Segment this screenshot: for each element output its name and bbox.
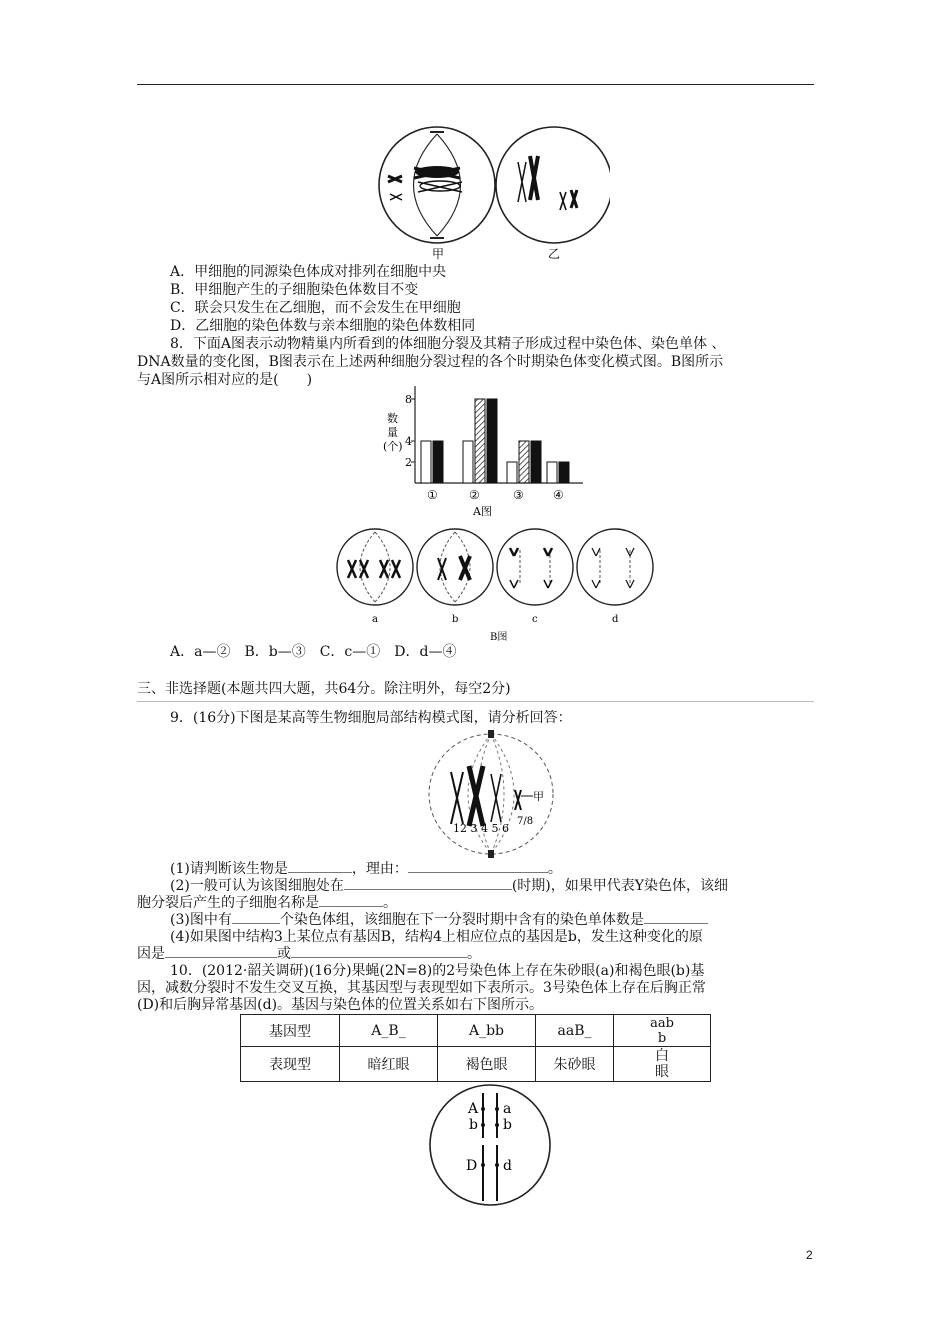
table-cell: aaB_: [536, 1015, 614, 1047]
q9-part4-cont: [137, 946, 481, 963]
figure-cells-jia-yi: [370, 120, 610, 270]
figb-label-b: b: [452, 614, 459, 625]
bar: [421, 441, 431, 483]
y-tick-label: 4: [405, 435, 412, 448]
q7-option-c: C．联会只发生在乙细胞，而不会发生在甲细胞: [170, 300, 461, 316]
q9-fig-78: 7/8: [517, 816, 534, 827]
x-tick-label: ②: [469, 488, 480, 502]
table-cell: 基因型: [241, 1015, 340, 1047]
q9-p4d: 。: [467, 946, 481, 962]
q9-p1c: 。: [547, 861, 562, 877]
gene-d: d: [503, 1158, 512, 1174]
header-rule: [137, 84, 814, 85]
table-cell: 朱砂眼: [536, 1047, 614, 1082]
q7-option-b: B．甲细胞产生的子细胞染色体数目不变: [170, 282, 419, 298]
q9-part4: (4)如果图中结构3上某位点有基因B，结构4上相应位点的基因是b，发生这种变化的原: [170, 929, 703, 945]
label-yi: 乙: [548, 247, 561, 261]
q9-cell-figure: [425, 728, 565, 860]
bar: [531, 441, 541, 483]
chart-title: A图: [473, 505, 492, 518]
table-cell: 褐色眼: [438, 1047, 536, 1082]
q8-options: A．a—② B．b—③ C．c—① D．d—④: [170, 644, 457, 660]
bar-chart-a: [355, 380, 595, 520]
gene-D: D: [466, 1158, 478, 1174]
q9-p2c: 胞分裂后产生的子细胞名称是: [137, 895, 319, 911]
bar: [475, 399, 485, 483]
blank-chromatid-count[interactable]: [644, 923, 708, 924]
table-row-genotype: [241, 1015, 711, 1047]
page-number: 2: [806, 1248, 813, 1262]
figb-label-d: d: [612, 614, 619, 625]
ylabel-2: 量: [387, 426, 398, 439]
q9-p1a: (1)请判断该生物是: [170, 861, 288, 877]
q9-p4c: 或: [277, 946, 291, 962]
blank-cause-1[interactable]: [165, 957, 277, 958]
x-tick-label: ①: [427, 488, 438, 502]
cell-a: [337, 529, 413, 605]
q9-p3a: (3)图中有: [170, 912, 232, 928]
cell-d: [577, 529, 653, 605]
bar: [507, 462, 517, 483]
blank-reason[interactable]: [408, 872, 548, 873]
q9-p3b: 个染色体组，该细胞在下一分裂时期中含有的染色单体数是: [279, 912, 644, 928]
table-cell: A_B_: [340, 1015, 438, 1047]
q10-line1: 10．(2012·韶关调研)(16分)果蝇(2N=8)的2号染色体上存在朱砂眼(a)和褐色眼(b)基: [170, 963, 705, 979]
ylabel-1: 数: [387, 412, 398, 425]
cell-c: [497, 529, 573, 605]
figb-label-a: a: [372, 614, 378, 625]
q10-line2: 因，减数分裂时不发生交叉互换，其基因型与表现型如下表所示。3号染色体上存在后胸正常: [137, 980, 706, 996]
bar: [487, 399, 497, 483]
gene-a: a: [503, 1101, 512, 1117]
gene-b-right: b: [503, 1117, 512, 1133]
q9-p2a: (2)一般可认为该图细胞处在: [170, 878, 344, 894]
q7-option-d: D．乙细胞的染色体数与亲本细胞的染色体数相同: [170, 318, 476, 334]
q9-part2-cont: [137, 895, 397, 912]
table-cell: 表现型: [241, 1047, 340, 1082]
section-rule: [137, 701, 814, 702]
q9-part3: [170, 912, 708, 929]
label-jia: 甲: [432, 247, 445, 261]
figb-caption: B图: [490, 632, 508, 643]
gene-chromosome-figure: [428, 1083, 562, 1211]
section-3-heading: 三、非选择题(本题共四大题，共64分。除注明外，每空2分): [137, 681, 511, 697]
table-cell: aab b: [614, 1015, 711, 1047]
ylabel-3: (个): [383, 440, 403, 453]
bar: [433, 441, 443, 483]
table-cell: A_bb: [438, 1015, 536, 1047]
q9-p2b: (时期)，如果甲代表Y染色体，该细: [511, 878, 729, 894]
q9-p4b: 因是: [137, 946, 165, 962]
q8-line3: 与A图所示相对应的是( ): [137, 372, 313, 388]
figb-label-c: c: [532, 614, 538, 625]
q10-line3: (D)和后胸异常基因(d)。基因与染色体的位置关系如右下图所示。: [137, 997, 544, 1013]
q9-part2: [170, 878, 728, 895]
x-tick-label: ④: [553, 488, 564, 502]
blank-cause-2[interactable]: [291, 957, 467, 958]
gene-b-left: b: [469, 1117, 478, 1133]
q8-line2: DNA数量的变化图，B图表示在上述两种细胞分裂过程的各个时期染色体变化模式图。B图所示: [137, 354, 724, 370]
q9-stem: 9．(16分)下图是某高等生物细胞局部结构模式图，请分析回答：: [170, 710, 572, 726]
y-tick-label: 2: [405, 456, 412, 469]
q7-option-a: A．甲细胞的同源染色体成对排列在细胞中央: [170, 264, 447, 280]
q9-part1: [170, 861, 562, 878]
table-cell: 白 眼: [614, 1047, 711, 1082]
y-tick-label: 8: [405, 393, 412, 406]
blank-chromosome-sets[interactable]: [232, 923, 280, 924]
blank-phase[interactable]: [344, 889, 512, 890]
blank-daughter-cell[interactable]: [319, 906, 383, 907]
bar: [463, 441, 473, 483]
blank-organism[interactable]: [288, 872, 352, 873]
bar: [559, 462, 569, 483]
q9-fig-jia: 甲: [533, 790, 544, 803]
gene-A: A: [468, 1101, 479, 1117]
q8-line1: 8．下面A图表示动物精巢内所看到的体细胞分裂及其精子形成过程中染色体、染色单体 、: [170, 336, 726, 352]
table-row-phenotype: [241, 1047, 711, 1082]
q9-p1b: ，理由：: [351, 861, 408, 877]
figure-b-cells: [330, 522, 660, 647]
table-cell: 暗红眼: [340, 1047, 438, 1082]
x-tick-label: ③: [513, 488, 524, 502]
bar: [547, 462, 557, 483]
q9-fig-nums: 12 3 4 5 6: [453, 822, 509, 835]
bar: [519, 441, 529, 483]
genotype-phenotype-table: [240, 1014, 711, 1082]
cell-b: [417, 529, 493, 605]
q9-p2d: 。: [383, 895, 397, 911]
